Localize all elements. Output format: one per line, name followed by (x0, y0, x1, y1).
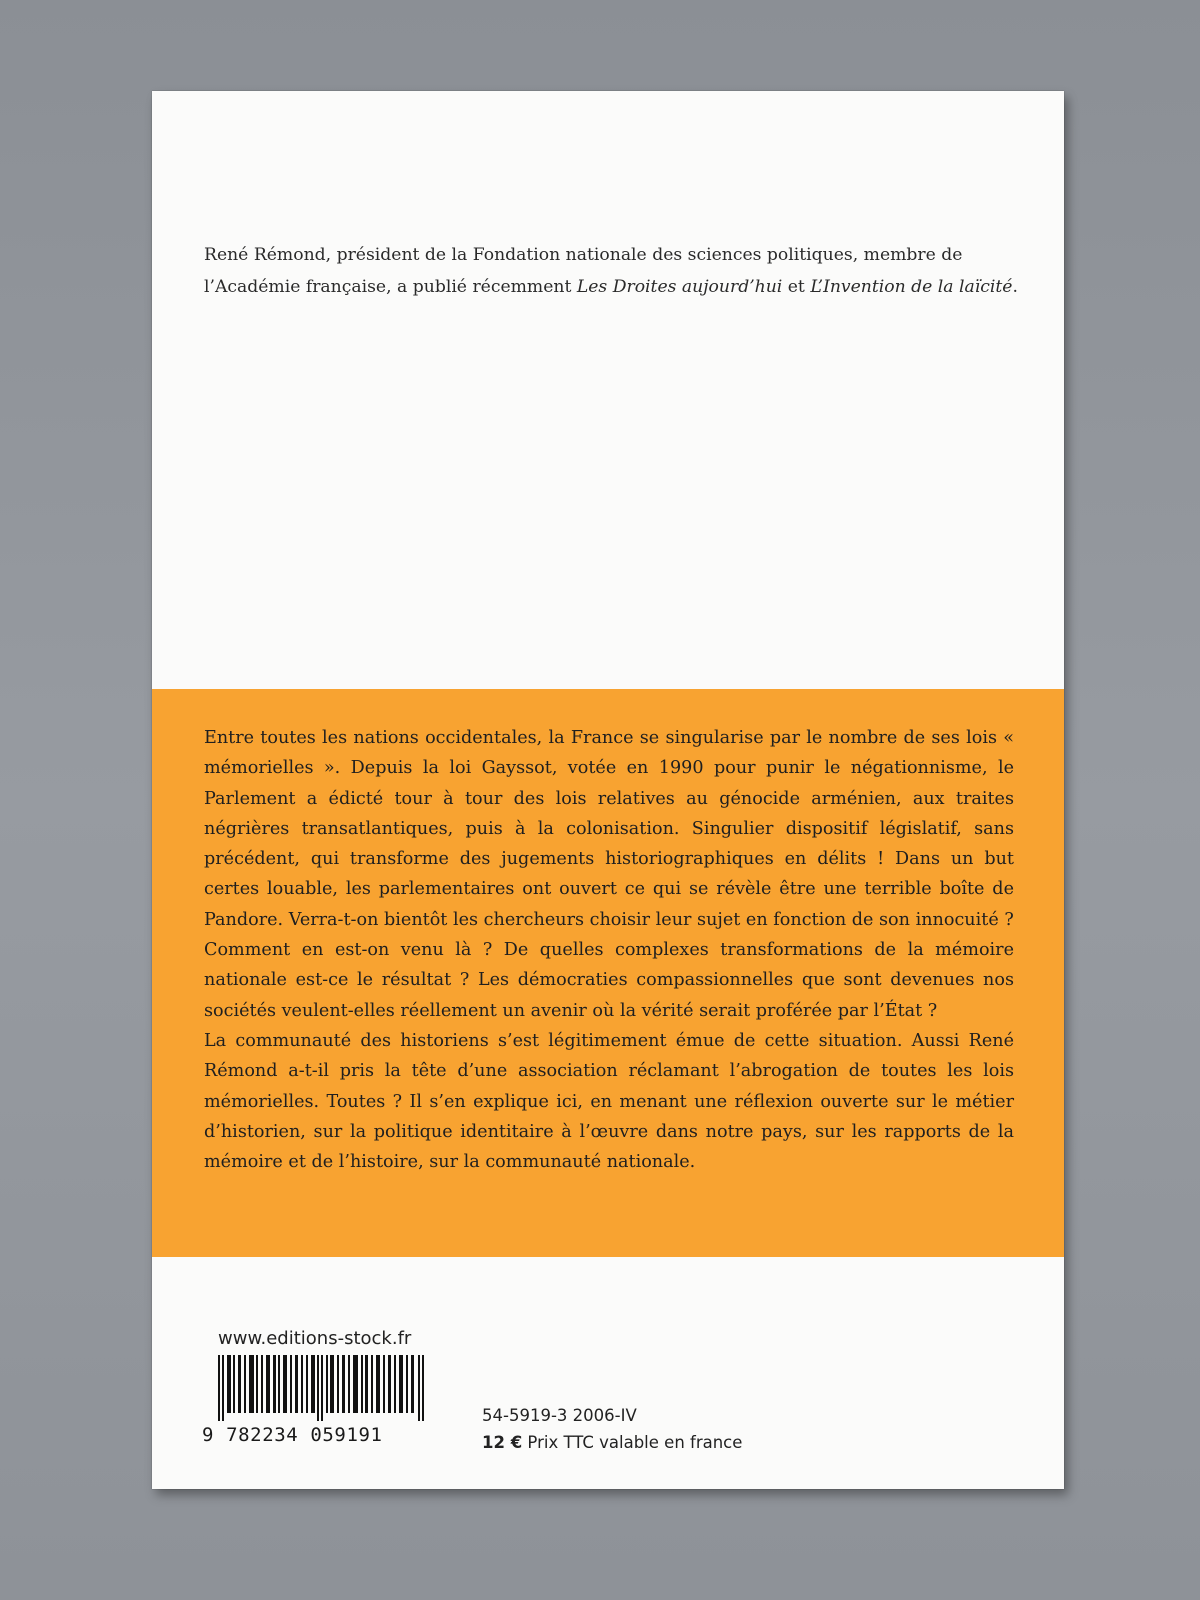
catalog-info (482, 1402, 742, 1456)
blurb-paragraph-1: Entre toutes les nations occidentales, la France se singularise par le nombre de ses lois « mémorielles ». Depuis la loi Gayssot, votée en 1990 pour punir le négationnisme, le Parlement a édicté tour à tour des lois relatives au génocide arménien, aux traites négrières transatlantiques, puis à la colonisation. Singulier dispositif législatif, sans précédent, qui transforme des jugements historiographiques en délits ! Dans un but certes louable, les parlementaires ont ouvert ce qui se révèle être une terrible boîte de Pandore. Verra-t-on bientôt les chercheurs choisir leur sujet en fonction de son innocuité ? (204, 728, 1014, 930)
bio-text: René Rémond, président de la Fondation nationale des sciences politiques, membre de l’Académie française, a publié récemment (204, 245, 963, 297)
bio-book-title-1: Les Droites aujourd’hui (576, 277, 783, 297)
price-text: Prix TTC valable en france (522, 1433, 743, 1452)
author-bio (204, 239, 1024, 303)
book-back-cover (152, 91, 1064, 1489)
blurb-band (152, 689, 1064, 1257)
publisher-website: www.editions-stock.fr (218, 1328, 412, 1349)
bio-book-title-2: L’Invention de la laïcité (810, 277, 1013, 297)
barcode-icon (218, 1355, 424, 1421)
bio-end: . (1012, 277, 1018, 297)
blurb-paragraph-2: Comment en est-on venu là ? De quelles complexes transformations de la mémoire nationale est-ce le résultat ? Les démocraties compassionnelles que sont devenues nos sociétés veulent-elles réellement un avenir où la vérité serait proférée par l’État ? (204, 940, 1014, 1021)
price-line (482, 1429, 742, 1456)
bio-conjunction: et (782, 277, 811, 297)
price-amount: 12 € (482, 1433, 523, 1452)
barcode-number: 9 782234 059191 (202, 1424, 383, 1446)
blurb (204, 723, 1014, 1177)
blurb-paragraph-3: La communauté des historiens s’est légitimement émue de cette situation. Aussi René Rémond a-t-il pris la tête d’une association réclamant l’abrogation de toutes les lois mémorielles. Toutes ? Il s’en explique ici, en menant une réflexion ouverte sur le métier d’historien, sur la politique identitaire à l’œuvre dans notre pays, sur les rapports de la mémoire et de l’histoire, sur la communauté nationale. (204, 1030, 1014, 1173)
catalog-number: 54-5919-3 2006-IV (482, 1406, 637, 1425)
